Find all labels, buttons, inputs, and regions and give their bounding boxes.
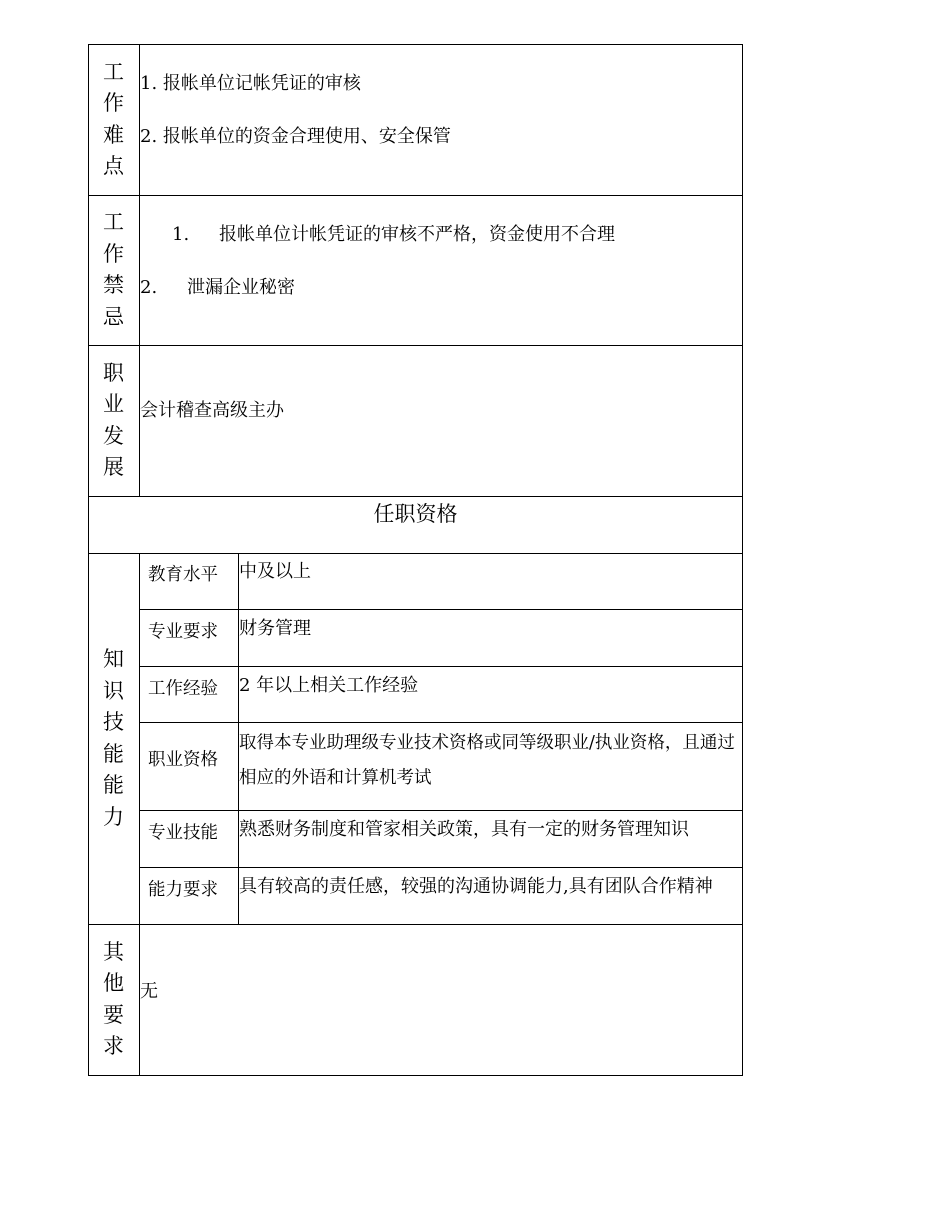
row-divider: [88, 553, 743, 554]
row-divider: [88, 496, 743, 497]
difficulty-label: 工 作 难 点: [103, 59, 124, 178]
sub-row-divider: [139, 666, 743, 667]
skills-label: 知 识 技 能 能 力: [103, 647, 124, 829]
prohibition-item-number: 1.: [172, 224, 190, 245]
sub-row-divider: [139, 867, 743, 868]
prohibition-label: 工 作 禁 忌: [103, 210, 124, 329]
other-label: 其 他 要 求: [103, 939, 124, 1058]
row-divider: [88, 345, 743, 346]
skill-name: 工作经验: [148, 679, 218, 699]
skill-name: 能力要求: [148, 880, 218, 900]
difficulty-item: 1. 报帐单位记帐凭证的审核: [140, 73, 361, 94]
qualification-section-title: 任职资格: [373, 502, 458, 526]
sub-row-divider: [139, 722, 743, 723]
sub-row-divider: [139, 609, 743, 610]
skill-name: 职业资格: [148, 750, 218, 770]
row-divider: [88, 924, 743, 925]
difficulty-item: 2. 报帐单位的资金合理使用、安全保管: [140, 126, 451, 147]
career-text: 会计稽查高级主办: [140, 400, 284, 421]
sub-row-divider: [139, 810, 743, 811]
other-text: 无: [140, 981, 158, 1002]
label-column-divider: [139, 44, 140, 496]
skill-value: 2 年以上相关工作经验: [239, 675, 419, 696]
prohibition-item-number: 2.: [140, 277, 158, 298]
skill-value: 取得本专业助理级专业技术资格或同等级职业/执业资格，且通过相应的外语和计算机考试: [239, 733, 735, 788]
prohibition-item-text: 报帐单位计帐凭证的审核不严格，资金使用不合理: [219, 224, 615, 245]
table-border-bottom: [88, 1075, 743, 1076]
prohibition-item-text: 泄漏企业秘密: [187, 277, 295, 298]
skill-value: 熟悉财务制度和管家相关政策，具有一定的财务管理知识: [239, 819, 689, 840]
table-border-right: [742, 44, 743, 1076]
career-label: 职 业 发 展: [103, 360, 124, 479]
skill-value: 具有较高的责任感，较强的沟通协调能力,具有团队合作精神: [239, 876, 713, 897]
table-border-top: [88, 44, 743, 45]
skill-name: 专业技能: [148, 823, 218, 843]
row-divider: [88, 195, 743, 196]
skill-name: 教育水平: [148, 565, 218, 585]
skill-value: 中及以上: [239, 561, 311, 582]
skill-value: 财务管理: [239, 618, 311, 639]
skill-name: 专业要求: [148, 622, 218, 642]
